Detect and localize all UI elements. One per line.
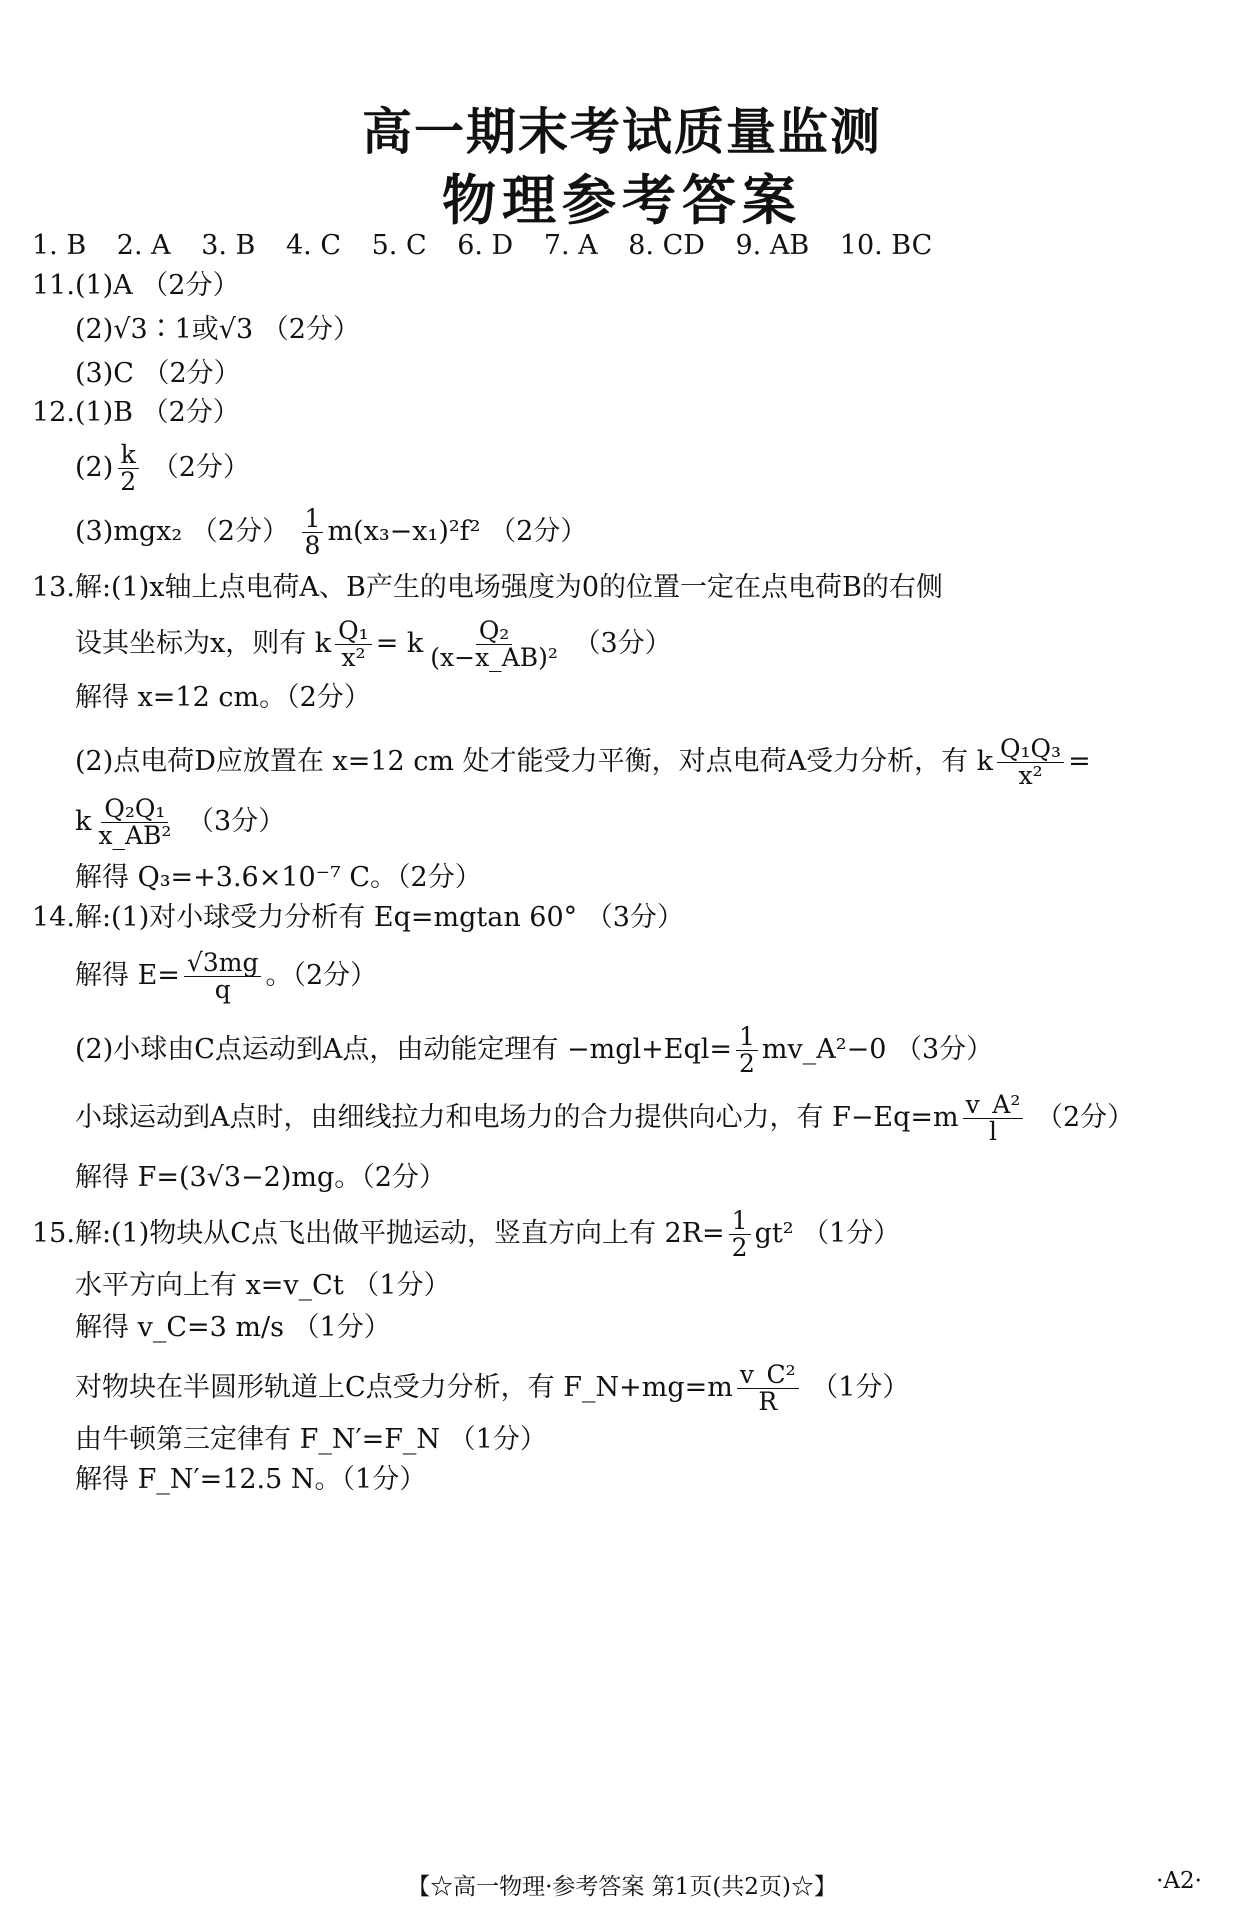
q13-line-5 (75, 796, 285, 849)
q13-l4-pre: (2)点电荷D应放置在 x=12 cm 处才能受力平衡，对点电荷A受力分析，有 k (75, 746, 994, 777)
mc-answer: 8. CD (628, 230, 705, 261)
q12-line-2 (75, 442, 250, 495)
fraction-numerator: Q₂ (476, 618, 513, 645)
mc-answer: 5. C (371, 230, 427, 261)
q13-l5-pre: k (75, 806, 92, 837)
mc-answer: 9. AB (735, 230, 810, 261)
q11-line-2: (2)√3∶1或√3 （2分） (75, 314, 360, 345)
q13-l2-pre: 设其坐标为x，则有 k (75, 628, 332, 659)
fraction (335, 618, 372, 671)
fraction-denominator: x² (1018, 761, 1043, 790)
q11-line-3: (3)C （2分） (75, 358, 241, 389)
fraction-denominator: 2 (739, 1049, 755, 1078)
q14-l2-post: 。（2分） (265, 960, 378, 991)
fraction-denominator: 8 (304, 531, 321, 560)
q15-l4-post: （1分） (811, 1372, 910, 1403)
fraction-denominator: R (758, 1387, 778, 1416)
fraction (95, 796, 174, 849)
fraction-denominator: x² (341, 643, 366, 672)
q13-line-3: 解得 x=12 cm。（2分） (75, 682, 371, 713)
q14-l3-post: mv_A²−0 （3分） (761, 1034, 994, 1065)
mc-answers-row (32, 228, 954, 264)
fraction (729, 1208, 751, 1261)
fraction (184, 950, 262, 1003)
mc-answer: 1. B (32, 230, 87, 261)
q14-l3-pre: (2)小球由C点运动到A点，由动能定理有 −mgl+Eql= (75, 1034, 733, 1065)
q12-l3-post: m(x₃−x₁)²f² （2分） (327, 516, 588, 547)
fraction-numerator: Q₁ (335, 618, 372, 645)
q14-line-2 (75, 950, 377, 1003)
q14-line-1: 14.解:(1)对小球受力分析有 Eq=mgtan 60° （3分） (32, 902, 684, 933)
q12-line-1: 12.(1)B （2分） (32, 397, 240, 428)
fraction (737, 1362, 799, 1415)
q15-line-1 (32, 1208, 900, 1261)
fraction-numerator: Q₂Q₁ (101, 796, 168, 823)
q12-l3-pre: (3)mgx₂ （2分） (75, 516, 289, 547)
q15-l1-pre: 15.解:(1)物块从C点飞出做平抛运动，竖直方向上有 2R= (32, 1218, 725, 1249)
q13-line-1: 13.解:(1)x轴上点电荷A、B产生的电场强度为0的位置一定在点电荷B的右侧 (32, 572, 943, 603)
fraction (302, 506, 324, 559)
mc-answer: 6. D (457, 230, 514, 261)
fraction-denominator: x_AB² (98, 821, 172, 850)
fraction-numerator: v_A² (963, 1092, 1024, 1119)
q14-l4-post: （2分） (1035, 1102, 1135, 1133)
q13-l5-post: （3分） (187, 806, 286, 837)
fraction-numerator: k (118, 442, 139, 469)
fraction (963, 1092, 1024, 1145)
q15-line-2: 水平方向上有 x=v_Ct （1分） (75, 1270, 451, 1301)
fraction-denominator: q (214, 975, 231, 1004)
mc-answer: 3. B (201, 230, 256, 261)
mc-answer: 10. BC (839, 230, 933, 261)
fraction-numerator: 1 (729, 1208, 751, 1235)
q12-line-3 (75, 506, 587, 559)
q15-l1-post: gt² （1分） (754, 1218, 901, 1249)
fraction-numerator: Q₁Q₃ (997, 736, 1064, 763)
q13-line-4 (75, 736, 1091, 789)
fraction-numerator: √3mg (184, 950, 262, 977)
q15-line-3: 解得 v_C=3 m/s （1分） (75, 1312, 391, 1343)
q15-line-6: 解得 F_N′=12.5 N。（1分） (75, 1464, 427, 1495)
q13-l2-mid: = k (375, 628, 424, 659)
q12-l2-post: （2分） (151, 452, 250, 483)
mc-answer: 4. C (286, 230, 342, 261)
q14-line-5: 解得 F=(3√3−2)mg。（2分） (75, 1162, 446, 1193)
fraction-denominator: l (989, 1117, 997, 1146)
q12-l2-pre: (2) (75, 452, 114, 483)
q14-line-4 (75, 1092, 1134, 1145)
mc-answer: 2. A (116, 230, 171, 261)
fraction (736, 1024, 758, 1077)
q13-line-6: 解得 Q₃=+3.6×10⁻⁷ C。（2分） (75, 862, 482, 893)
page-code: ·A2· (1156, 1868, 1202, 1894)
q13-line-2 (75, 618, 672, 671)
fraction (997, 736, 1064, 789)
q13-l2-post: （3分） (573, 628, 672, 659)
document-title: 高一期末考试质量监测 (362, 103, 882, 161)
q14-l4-pre: 小球运动到A点时，由细线拉力和电场力的合力提供向心力，有 F−Eq=m (75, 1102, 959, 1133)
fraction-numerator: 1 (302, 506, 324, 533)
fraction (427, 618, 561, 671)
q15-line-5: 由牛顿第三定律有 F_N′=F_N （1分） (75, 1424, 547, 1455)
fraction-numerator: v_C² (737, 1362, 799, 1389)
document-subtitle: 物理参考答案 (442, 169, 802, 232)
fraction-numerator: 1 (736, 1024, 758, 1051)
q11-line-1: 11.(1)A （2分） (32, 270, 240, 301)
q14-line-3 (75, 1024, 993, 1077)
mc-answer: 7. A (543, 230, 598, 261)
fraction (117, 442, 139, 495)
fraction-denominator: 2 (731, 1233, 748, 1262)
q15-line-4 (75, 1362, 909, 1415)
q13-l4-post: = (1068, 746, 1091, 777)
fraction-denominator: 2 (120, 467, 137, 496)
page-footer: 【☆高一物理·参考答案 第1页(共2页)☆】 (407, 1874, 837, 1900)
q14-l2-pre: 解得 E= (75, 960, 180, 991)
fraction-denominator: (x−x_AB)² (430, 643, 558, 672)
q15-l4-pre: 对物块在半圆形轨道上C点受力分析，有 F_N+mg=m (75, 1372, 733, 1403)
